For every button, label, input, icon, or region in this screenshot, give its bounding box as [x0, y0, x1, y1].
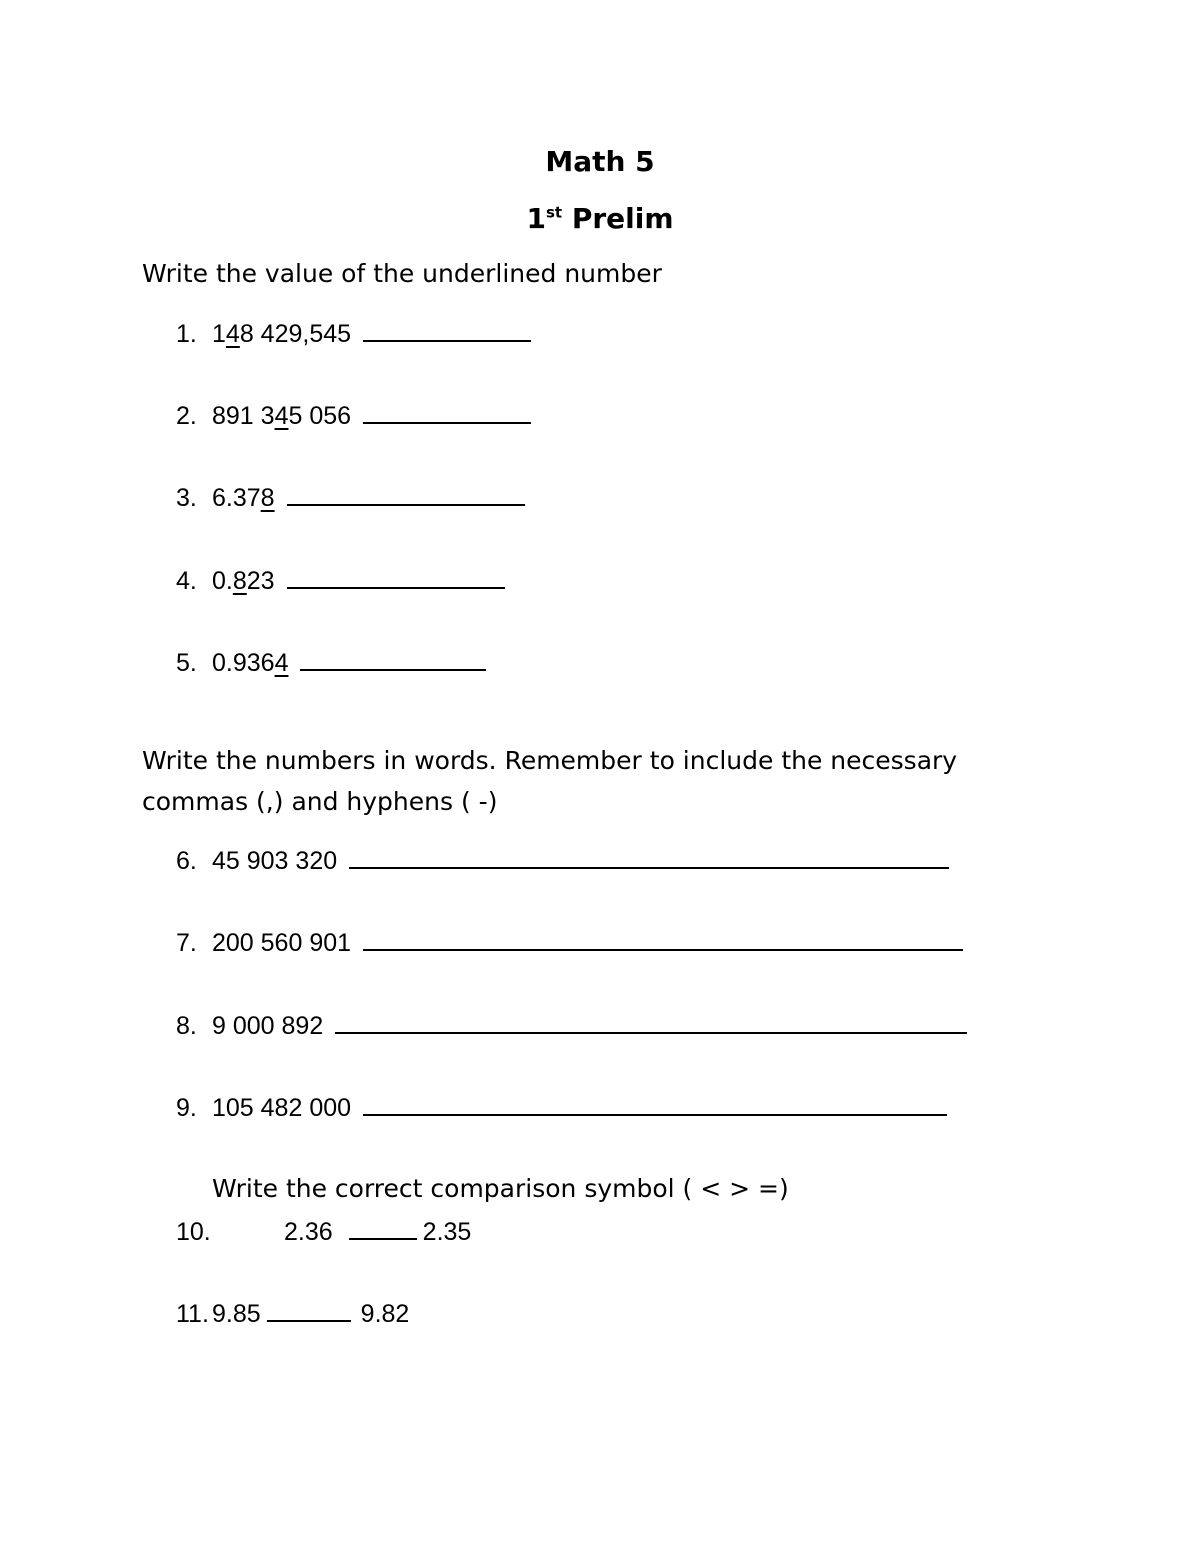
- section1-instruction: Write the value of the underlined number: [142, 259, 662, 288]
- question-4: [176, 565, 505, 596]
- question-value: 148 429,545: [212, 320, 352, 348]
- section2-instruction-line2: commas (,) and hyphens ( -): [142, 787, 498, 816]
- question-5: [176, 647, 486, 678]
- underlined-digit: 4: [274, 402, 289, 430]
- question-2: [176, 400, 531, 431]
- question-value: 0.9364: [212, 649, 289, 677]
- section3-instruction: Write the correct comparison symbol ( < > =): [212, 1174, 789, 1203]
- answer-blank[interactable]: [267, 1298, 351, 1322]
- left-value: 2.36: [284, 1218, 333, 1246]
- answer-blank[interactable]: [287, 482, 525, 506]
- question-7: [176, 927, 963, 958]
- right-value: 9.82: [360, 1300, 410, 1328]
- page-subtitle: [0, 202, 1200, 235]
- answer-blank[interactable]: [363, 318, 531, 342]
- question-number: 9.: [176, 1094, 197, 1122]
- question-8: [176, 1010, 967, 1041]
- question-number: 6.: [176, 847, 197, 875]
- answer-blank[interactable]: [349, 845, 949, 869]
- answer-blank[interactable]: [363, 1092, 947, 1116]
- question-value: 105 482 000: [212, 1094, 352, 1122]
- underlined-digit: 4: [225, 320, 240, 348]
- page-title: Math 5: [545, 145, 655, 178]
- question-number: 11.: [176, 1300, 209, 1328]
- question-value: 0.823: [212, 567, 275, 595]
- subtitle-number: 1: [526, 202, 546, 235]
- question-value: 9 000 892: [212, 1012, 324, 1040]
- underlined-digit: 8: [232, 567, 247, 595]
- answer-blank[interactable]: [363, 400, 531, 424]
- answer-blank[interactable]: [287, 565, 505, 589]
- question-1: [176, 318, 531, 349]
- question-value: 200 560 901: [212, 929, 352, 957]
- question-value: 891 345 056: [212, 402, 352, 430]
- question-number: 3.: [176, 484, 197, 512]
- right-value: 2.35: [422, 1218, 472, 1246]
- answer-blank[interactable]: [349, 1216, 417, 1240]
- section2-instruction-line1: Write the numbers in words. Remember to include the necessary: [142, 746, 958, 775]
- question-number: 8.: [176, 1012, 197, 1040]
- answer-blank[interactable]: [335, 1010, 967, 1034]
- question-value: 6.378: [212, 484, 275, 512]
- answer-blank[interactable]: [300, 647, 486, 671]
- question-10: [176, 1216, 471, 1247]
- question-9: [176, 1092, 947, 1123]
- question-11: [176, 1298, 409, 1329]
- question-number: 2.: [176, 402, 197, 430]
- question-3: [176, 482, 525, 513]
- question-number: 4.: [176, 567, 197, 595]
- question-6: [176, 845, 949, 876]
- question-number: 7.: [176, 929, 197, 957]
- answer-blank[interactable]: [363, 927, 963, 951]
- subtitle-superscript: st: [545, 203, 563, 222]
- underlined-digit: 8: [260, 484, 275, 512]
- question-number: 10.: [176, 1218, 211, 1246]
- underlined-digit: 4: [274, 649, 289, 677]
- question-number: 1.: [176, 320, 197, 348]
- question-value: 45 903 320: [212, 847, 338, 875]
- left-value: 9.85: [212, 1300, 261, 1328]
- subtitle-text: Prelim: [571, 202, 674, 235]
- question-number: 5.: [176, 649, 197, 677]
